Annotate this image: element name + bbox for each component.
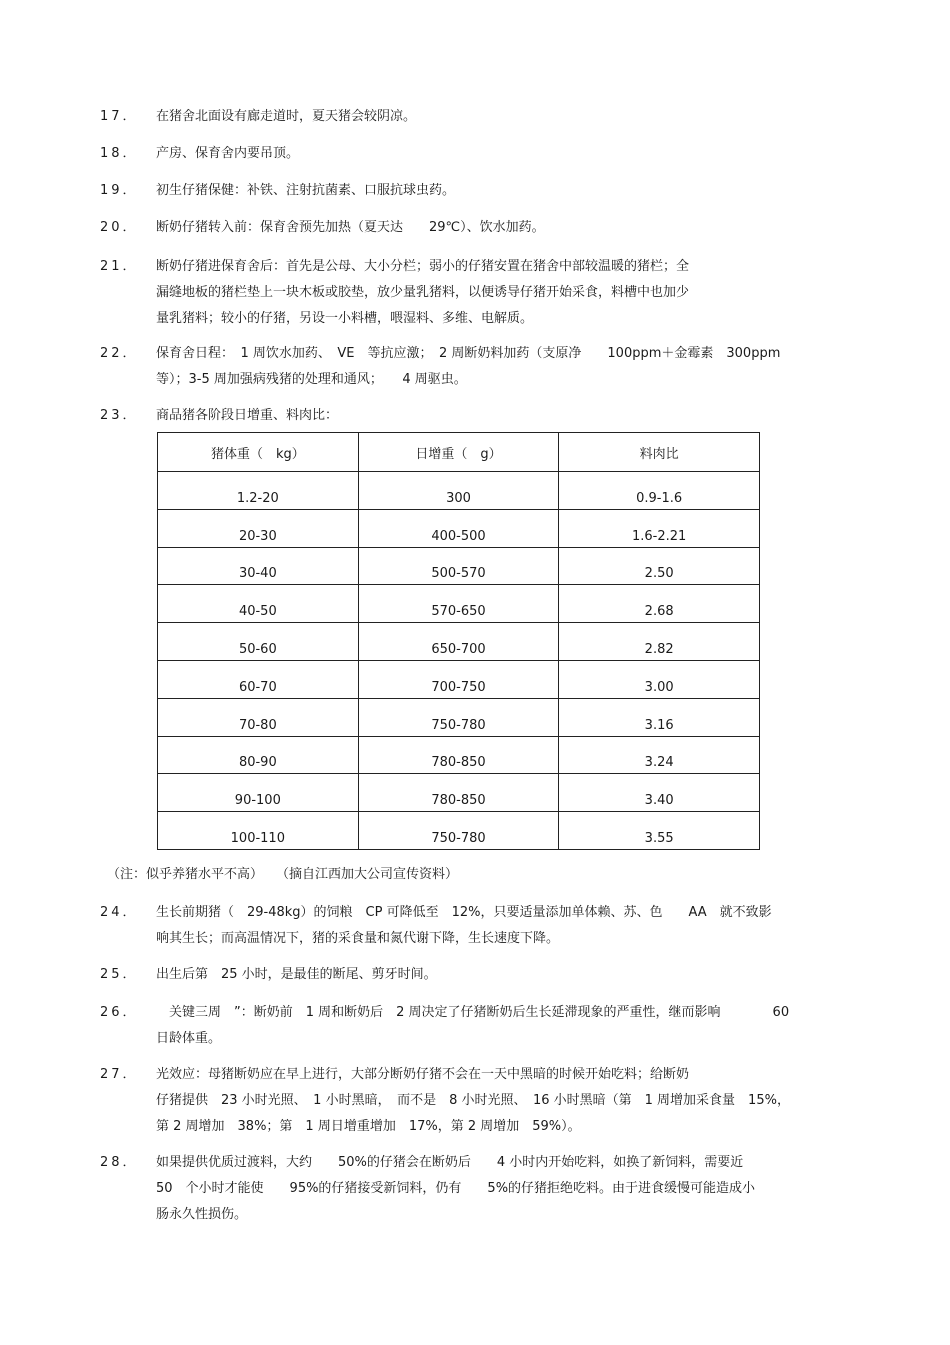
item-text: 断奶仔猪进保育舍后：首先是公母、大小分栏；弱小的仔猪安置在猪舍中部较温暖的猪栏；全 漏缝地板的猪栏垫上一块木板或胶垫，放少量乳猪料，以便诱导仔猪开始采食，料槽中也加少 量乳猪料；较小的仔猪，另设一小料槽，喂湿料、多维、电解质。 xyxy=(156,259,690,326)
cell-weight: 30-40 xyxy=(158,547,359,585)
list-item xyxy=(100,141,860,167)
table-row xyxy=(158,547,760,585)
cell-weight: 100-110 xyxy=(158,812,359,850)
list-item xyxy=(100,1062,860,1140)
cell-gain: 400-500 xyxy=(358,509,559,547)
item-number: 18． xyxy=(100,146,139,161)
item-number: 21． xyxy=(100,259,139,274)
cell-weight: 20-30 xyxy=(158,509,359,547)
cell-ratio: 2.82 xyxy=(559,623,760,661)
cell-gain: 500-570 xyxy=(358,547,559,585)
cell-weight: 80-90 xyxy=(158,736,359,774)
item-text: 断奶仔猪转入前：保育舍预先加热（夏天达 29℃）、饮水加药。 xyxy=(156,220,545,235)
table-header-row xyxy=(158,433,760,472)
list-item xyxy=(100,962,860,988)
list-item xyxy=(100,900,860,952)
item-text: 出生后第 25 小时，是最佳的断尾、剪牙时间。 xyxy=(156,967,437,982)
list-item xyxy=(100,104,860,130)
list-item xyxy=(100,1150,860,1228)
cell-ratio: 0.9-1.6 xyxy=(559,472,760,510)
item-text: 初生仔猪保健：补铁、注射抗菌素、口服抗球虫药。 xyxy=(156,183,456,198)
table-row xyxy=(158,698,760,736)
cell-weight: 50-60 xyxy=(158,623,359,661)
table-note: （注：似乎养猪水平不高） （摘自江西加大公司宣传资料） xyxy=(107,867,459,882)
cell-weight: 1.2-20 xyxy=(158,472,359,510)
table-row xyxy=(158,736,760,774)
table-row xyxy=(158,509,760,547)
item-number: 24． xyxy=(100,905,139,920)
item-number: 25． xyxy=(100,967,139,982)
cell-gain: 700-750 xyxy=(358,660,559,698)
cell-ratio: 3.24 xyxy=(559,736,760,774)
list-item xyxy=(100,341,860,393)
item-text: 如果提供优质过渡料，大约 50%的仔猪会在断奶后 4 小时内开始吃料，如换了新饲料，需要近 50 个小时才能使 95%的仔猪接受新饲料，仍有 5%的仔猪拒绝吃料。由于进食缓慢可能造成小 肠永久性损伤。 xyxy=(156,1155,756,1222)
table-row xyxy=(158,774,760,812)
cell-gain: 780-850 xyxy=(358,736,559,774)
cell-gain: 780-850 xyxy=(358,774,559,812)
table-row xyxy=(158,623,760,661)
list-item xyxy=(100,215,860,241)
item-number: 22． xyxy=(100,346,139,361)
header-feed-ratio: 料肉比 xyxy=(559,433,760,472)
table-row xyxy=(158,472,760,510)
item-text: 商品猪各阶段日增重、料肉比： xyxy=(156,408,339,423)
item-number: 17． xyxy=(100,109,139,124)
item-number: 23． xyxy=(100,408,139,423)
header-daily-gain: 日增重（ g） xyxy=(358,433,559,472)
item-number: 20． xyxy=(100,220,139,235)
cell-weight: 70-80 xyxy=(158,698,359,736)
cell-weight: 90-100 xyxy=(158,774,359,812)
cell-ratio: 3.55 xyxy=(559,812,760,850)
item-text: 关键三周 ”：断奶前 1 周和断奶后 2 周决定了仔猪断奶后生长延滞现象的严重性，继而影响 60 日龄体重。 xyxy=(156,1005,790,1046)
list-item xyxy=(100,403,860,429)
cell-weight: 60-70 xyxy=(158,660,359,698)
cell-ratio: 3.40 xyxy=(559,774,760,812)
cell-gain: 650-700 xyxy=(358,623,559,661)
table-row xyxy=(158,812,760,850)
item-text: 光效应：母猪断奶应在早上进行，大部分断奶仔猪不会在一天中黑暗的时候开始吃料；给断奶 仔猪提供 23 小时光照、 1 小时黑暗， 而不是 8 小时光照、 16 小时黑暗（第 1 周增加采食量 15%， 第 2 周增加 38%；第 1 周日增重增加 17%，第 2 周增加 59%）。 xyxy=(156,1067,790,1134)
growth-table xyxy=(157,432,760,850)
cell-weight: 40-50 xyxy=(158,585,359,623)
item-text: 保育舍日程： 1 周饮水加药、 VE 等抗应激； 2 周断奶料加药（支原净 100ppm＋金霉素 300ppm 等）；3-5 周加强病残猪的处理和通风； 4 周驱虫。 xyxy=(156,346,781,387)
cell-ratio: 3.16 xyxy=(559,698,760,736)
cell-gain: 750-780 xyxy=(358,812,559,850)
cell-ratio: 2.50 xyxy=(559,547,760,585)
header-pig-weight: 猪体重（ kg） xyxy=(158,433,359,472)
item-number: 27． xyxy=(100,1067,139,1082)
cell-gain: 750-780 xyxy=(358,698,559,736)
cell-gain: 300 xyxy=(358,472,559,510)
list-item xyxy=(100,254,860,332)
item-text: 生长前期猪（ 29-48kg）的饲粮 CP 可降低至 12%，只要适量添加单体赖、苏、色 AA 就不致影 响其生长；而高温情况下，猪的采食量和氮代谢下降，生长速度下降。 xyxy=(156,905,772,946)
item-number: 26． xyxy=(100,1005,139,1020)
item-text: 在猪舍北面设有廊走道时，夏天猪会较阴凉。 xyxy=(156,109,417,124)
list-item xyxy=(100,178,860,204)
item-number: 28． xyxy=(100,1155,139,1170)
cell-ratio: 3.00 xyxy=(559,660,760,698)
table-row xyxy=(158,585,760,623)
cell-gain: 570-650 xyxy=(358,585,559,623)
list-item xyxy=(100,1000,860,1052)
cell-ratio: 1.6-2.21 xyxy=(559,509,760,547)
item-text: 产房、保育舍内要吊顶。 xyxy=(156,146,300,161)
table-row xyxy=(158,660,760,698)
cell-ratio: 2.68 xyxy=(559,585,760,623)
item-number: 19． xyxy=(100,183,139,198)
